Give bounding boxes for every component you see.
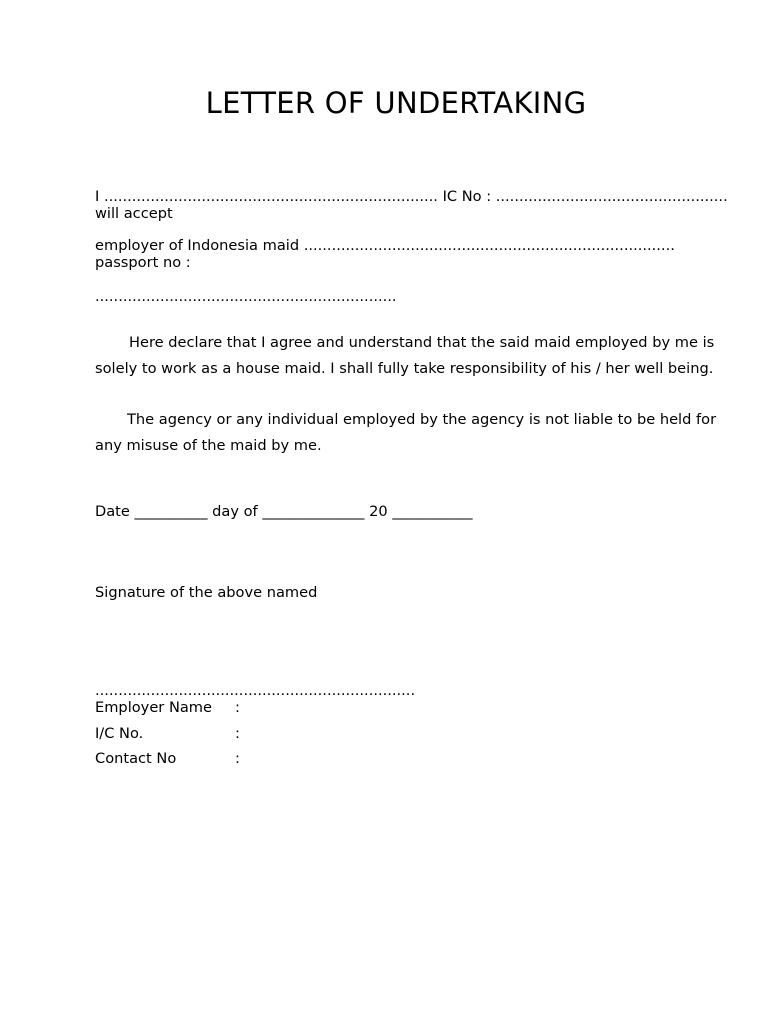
liability-paragraph [95,407,760,459]
contact-no-colon: : [235,750,240,767]
employer-name-field [95,699,240,716]
ic-no-colon: : [235,725,240,742]
contact-no-field [95,750,240,767]
liability-line-1: The agency or any individual employed by the agency is not liable to be held for [127,411,717,428]
liability-line-2: any misuse of the maid by me. [95,437,322,454]
declaration-line-2: solely to work as a house maid. I shall fully take responsibility of his / her well being. [95,360,714,377]
document-title: LETTER OF UNDERTAKING [205,86,587,120]
intro-line-employer: employer of Indonesia maid ................................................................................ [95,237,675,254]
employer-name-label: Employer Name [95,699,212,716]
employer-block [95,237,755,271]
ic-no-field [95,725,240,742]
passport-dots: ................................................................. [95,288,397,305]
intro-line-accept: will accept [95,205,173,222]
intro-block [95,188,755,222]
employer-name-colon: : [235,699,240,716]
intro-line-passport: passport no : [95,254,191,271]
contact-no-label: Contact No [95,750,177,767]
signature-label: Signature of the above named [95,584,318,601]
signature-line: ..................................................................... [95,682,416,699]
intro-line-name-ic: I ........................................................................ IC No : .................................................. [95,188,728,205]
declaration-paragraph [95,330,760,382]
ic-no-label: I/C No. [95,725,144,742]
date-line: Date __________ day of ______________ 20 ___________ [95,503,473,520]
declaration-line-1: Here declare that I agree and understand that the said maid employed by me is [129,334,715,351]
